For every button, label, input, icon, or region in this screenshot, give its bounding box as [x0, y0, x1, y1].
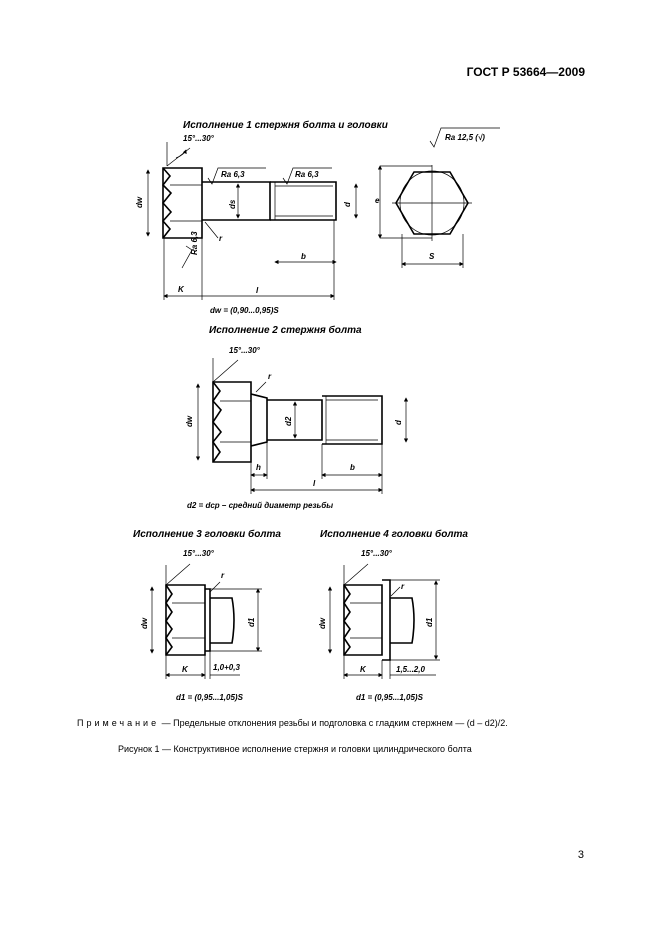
dim-r-4: r: [401, 582, 405, 591]
dim-h-2: h: [256, 463, 261, 472]
dim-d2-2: d2: [284, 416, 293, 426]
angle-label-2: 15°...30°: [229, 346, 260, 355]
dim-dw-4: dw: [318, 617, 327, 629]
dim-dw-3: dw: [140, 617, 149, 629]
version-2-title: Исполнение 2 стержня болта: [209, 325, 362, 336]
hex-view-1: [375, 165, 472, 268]
formula-v2: d2 = dср – средний диаметр резьбы: [187, 501, 334, 510]
note: [77, 718, 508, 728]
note-label: Примечание: [77, 718, 160, 728]
dim-ds-1: ds: [228, 199, 237, 209]
version-1-drawing: [135, 119, 500, 315]
dim-r-1: r: [219, 234, 223, 243]
formula-v4: d1 = (0,95...1,05)S: [356, 693, 423, 702]
version-4-drawing: [318, 528, 468, 702]
dim-l-2: l: [313, 479, 316, 488]
dim-d-1: d: [343, 202, 352, 207]
roughness-b: Ra 6,3: [295, 170, 319, 179]
dim-b-2: b: [350, 463, 355, 472]
page-number: 3: [577, 849, 584, 861]
shank-2: [251, 394, 267, 446]
shank-4: [390, 598, 414, 643]
standard-header: ГОСТ Р 53664—2009: [466, 65, 585, 79]
angle-lines-1: [167, 142, 190, 166]
formula-v3: d1 = (0,95...1,05)S: [176, 693, 243, 702]
dim-r-3: r: [221, 571, 225, 580]
dim-flange-4: 1,5...2,0: [396, 665, 425, 674]
dim-dw-2: dw: [185, 415, 194, 427]
dim-s-1: S: [429, 252, 435, 261]
dim-d1-4: d1: [425, 617, 434, 627]
roughness-c: Ra 6,3: [190, 231, 199, 255]
dim-l-1: l: [256, 286, 259, 295]
version-2-drawing: [185, 324, 406, 510]
note-text: — Предельные отклонения резьбы и подголовка с гладким стержнем — (d – d2)/2.: [161, 718, 508, 728]
figure-caption: Рисунок 1 — Конструктивное исполнение стержня и головки цилиндрического болта: [118, 744, 472, 754]
angle-label-3: 15°...30°: [183, 549, 214, 558]
angle-label-1: 15°...30°: [183, 134, 214, 143]
roughness-general: Ra 12,5 (√): [445, 133, 485, 142]
dim-flange-3: 1,0+0,3: [213, 663, 240, 672]
dim-r-2: r: [268, 372, 272, 381]
dim-k-3: K: [182, 665, 188, 674]
version-3-drawing: [133, 528, 281, 702]
dim-k-4: K: [360, 665, 366, 674]
version-1-title: Исполнение 1 стержня болта и головки: [183, 120, 388, 131]
angle-label-4: 15°...30°: [361, 549, 392, 558]
dim-d-2: d: [394, 420, 403, 425]
dim-dw-1: dw: [135, 196, 144, 208]
version-3-title: Исполнение 3 головки болта: [133, 529, 281, 540]
shank-3: [210, 598, 234, 643]
formula-v1: dw = (0,90...0,95)S: [210, 306, 279, 315]
roughness-a: Ra 6,3: [221, 170, 245, 179]
version-4-title: Исполнение 4 головки болта: [320, 529, 468, 540]
dim-d1-3: d1: [247, 617, 256, 627]
dim-e-1: e: [375, 196, 380, 205]
dim-k-1: K: [178, 285, 184, 294]
dim-b-1: b: [301, 252, 306, 261]
